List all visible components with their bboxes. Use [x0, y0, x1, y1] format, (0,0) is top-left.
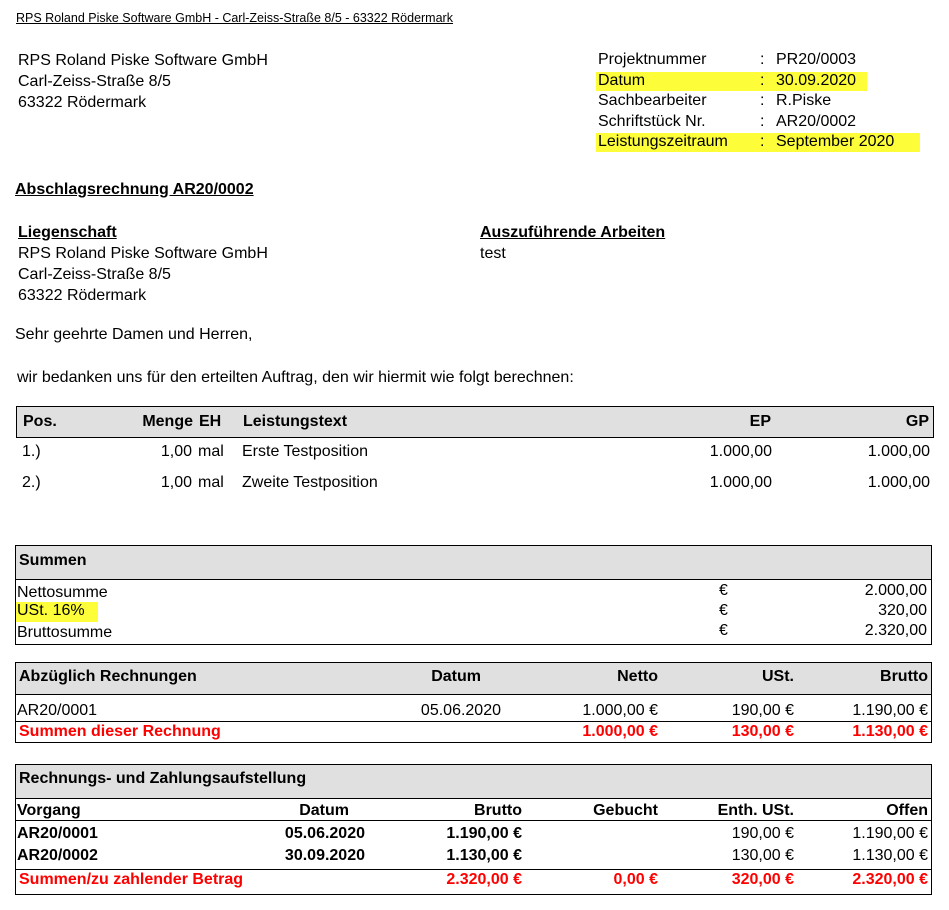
sum-label: USt. 16%: [17, 602, 85, 619]
currency-symbol: €: [719, 582, 728, 599]
payments-heading: Rechnungs- und Zahlungsaufstellung: [19, 770, 307, 787]
col-header-date: Datum: [299, 802, 349, 819]
col-header-net: Netto: [617, 668, 658, 685]
gp-cell: 1.000,00: [867, 443, 930, 460]
deductions-table: [15, 662, 932, 743]
property-line: 63322 Rödermark: [18, 287, 147, 304]
meta-colon: :: [760, 51, 765, 68]
salutation: Sehr geehrte Damen und Herren,: [15, 326, 253, 343]
table-row: [16, 474, 934, 496]
meta-value: 30.09.2020: [776, 71, 857, 89]
work-heading: Auszuführende Arbeiten: [480, 224, 666, 241]
sum-value: 2.320,00: [864, 622, 927, 639]
document-title: Abschlagsrechnung AR20/0002: [15, 181, 254, 198]
meta-key: Schriftstück Nr.: [598, 112, 706, 130]
meta-value: AR20/0002: [776, 112, 857, 130]
work-block: [480, 222, 665, 264]
payment-doc: AR20/0002: [17, 847, 98, 864]
currency-symbol: €: [719, 602, 728, 619]
recipient-line: RPS Roland Piske Software GmbH: [18, 52, 268, 69]
meta-key: Leistungszeitraum: [598, 133, 728, 150]
work-text: test: [480, 245, 506, 262]
qty-cell: 1,00: [160, 443, 192, 460]
recipient-line: Carl-Zeiss-Straße 8/5: [18, 73, 171, 90]
col-header-gp: GP: [905, 413, 929, 430]
unit-cell: mal: [198, 443, 224, 460]
total-net: 1.000,00 €: [582, 723, 658, 740]
table-row: [16, 443, 934, 465]
meta-colon: :: [760, 133, 765, 150]
deduction-date: 05.06.2020: [420, 702, 501, 719]
gp-cell: 1.000,00: [867, 474, 930, 491]
payment-gross: 1.130,00 €: [446, 847, 522, 864]
payment-date: 30.09.2020: [284, 847, 365, 864]
col-header-text: Leistungstext: [243, 413, 348, 430]
ep-cell: 1.000,00: [709, 474, 772, 491]
meta-colon: :: [760, 92, 765, 109]
sum-label: Bruttosumme: [17, 624, 113, 641]
deduction-doc: AR20/0001: [17, 702, 98, 719]
deduction-gross: 1.190,00 €: [852, 702, 928, 719]
meta-value: September 2020: [776, 133, 895, 150]
pos-cell: 2.): [22, 474, 41, 491]
divider: [16, 869, 931, 870]
divider: [16, 721, 931, 722]
intro-text: wir bedanken uns für den erteilten Auftrag, den wir hiermit wie folgt berechnen:: [17, 369, 574, 386]
meta-key: Sachbearbeiter: [598, 92, 707, 109]
sum-value: 2.000,00: [864, 582, 927, 599]
meta-value: PR20/0003: [776, 51, 857, 68]
recipient-line: 63322 Rödermark: [18, 94, 147, 111]
payment-open: 1.190,00 €: [852, 825, 928, 842]
sum-label: Nettosumme: [17, 584, 108, 601]
col-header-vat: USt.: [762, 668, 794, 685]
payment-vat: 190,00 €: [731, 825, 794, 842]
sums-table: [15, 545, 932, 645]
meta-key: Datum: [598, 71, 646, 89]
qty-cell: 1,00: [160, 474, 192, 491]
meta-value: R.Piske: [776, 92, 832, 109]
col-header-pos: Pos.: [23, 413, 57, 430]
property-line: Carl-Zeiss-Straße 8/5: [18, 266, 171, 283]
total-booked: 0,00 €: [613, 871, 658, 888]
property-block: [18, 222, 268, 306]
recipient-address: [18, 50, 268, 113]
total-gross: 1.130,00 €: [852, 723, 928, 740]
total-label: Summen/zu zahlender Betrag: [19, 871, 244, 888]
payment-doc: AR20/0001: [17, 825, 98, 842]
total-vat: 320,00 €: [731, 871, 794, 888]
property-line: RPS Roland Piske Software GmbH: [18, 245, 268, 262]
deduction-vat: 190,00 €: [731, 702, 794, 719]
col-header-gross: Brutto: [880, 668, 928, 685]
total-gross: 2.320,00 €: [446, 871, 522, 888]
divider: [16, 820, 931, 821]
total-vat: 130,00 €: [731, 723, 794, 740]
text-cell: Erste Testposition: [242, 443, 368, 460]
total-label: Summen dieser Rechnung: [19, 723, 221, 740]
col-header-vat: Enth. USt.: [717, 802, 794, 819]
property-heading: Liegenschaft: [18, 224, 117, 241]
ep-cell: 1.000,00: [709, 443, 772, 460]
payment-date: 05.06.2020: [284, 825, 365, 842]
currency-symbol: €: [719, 622, 728, 639]
meta-colon: :: [760, 112, 765, 130]
text-cell: Zweite Testposition: [242, 474, 378, 491]
meta-key: Projektnummer: [598, 51, 707, 68]
col-header-doc: Vorgang: [17, 802, 81, 819]
col-header-unit: EH: [199, 413, 222, 430]
col-header-booked: Gebucht: [593, 802, 658, 819]
meta-colon: :: [760, 71, 765, 89]
payment-vat: 130,00 €: [731, 847, 794, 864]
sum-value: 320,00: [878, 602, 927, 619]
sender-line: RPS Roland Piske Software GmbH - Carl-Zeiss-Straße 8/5 - 63322 Rödermark: [16, 11, 453, 25]
deduction-net: 1.000,00 €: [582, 702, 658, 719]
pos-cell: 1.): [22, 443, 41, 460]
payments-table: [15, 764, 932, 895]
col-header-ep: EP: [749, 413, 771, 430]
sums-heading: Summen: [19, 552, 87, 569]
col-header-deductions: Abzüglich Rechnungen: [19, 668, 197, 685]
unit-cell: mal: [198, 474, 224, 491]
col-header-open: Offen: [886, 802, 928, 819]
total-open: 2.320,00 €: [852, 871, 928, 888]
col-header-date: Datum: [431, 668, 481, 685]
col-header-gross: Brutto: [474, 802, 522, 819]
payment-gross: 1.190,00 €: [446, 825, 522, 842]
payment-open: 1.130,00 €: [852, 847, 928, 864]
positions-header: [16, 406, 934, 438]
col-header-qty: Menge: [142, 413, 193, 430]
